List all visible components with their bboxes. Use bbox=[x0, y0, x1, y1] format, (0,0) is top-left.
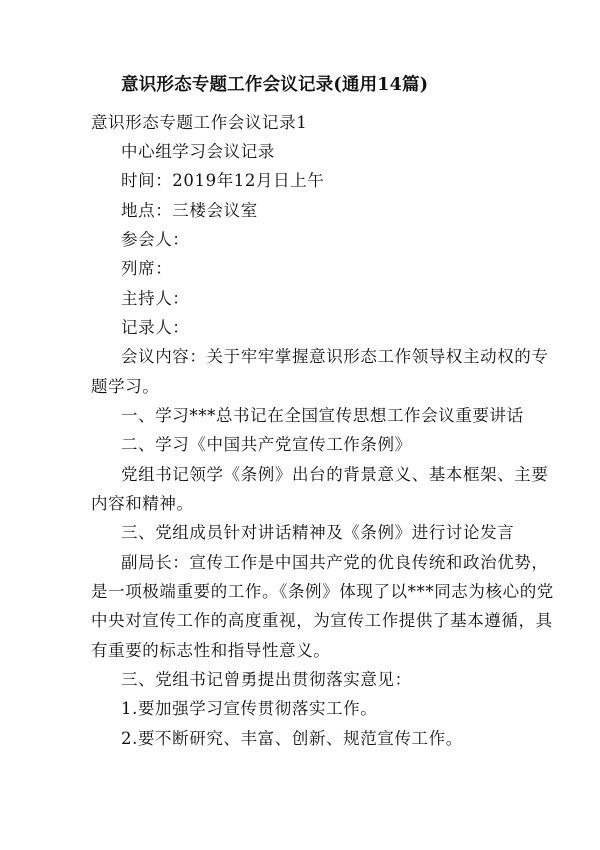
paragraph-line: 三、党组书记曾勇提出贯彻落实意见： bbox=[121, 670, 412, 689]
paragraph-line: 是一项极端重要的工作。《条例》体现了以***同志为核心的党 bbox=[91, 582, 554, 601]
paragraph-line: 2.要不断研究、丰富、创新、规范宣传工作。 bbox=[121, 729, 463, 748]
paragraph-line: 题学习。 bbox=[91, 377, 160, 396]
paragraph-line: 列席： bbox=[121, 259, 173, 278]
paragraph-line: 三、党组成员针对讲话精神及《条例》进行讨论发言 bbox=[121, 523, 515, 542]
paragraph-line: 地点：三楼会议室 bbox=[121, 201, 258, 220]
paragraph-line: 主持人： bbox=[121, 289, 190, 308]
paragraph-line: 中央对宣传工作的高度重视，为宣传工作提供了基本遵循，具 bbox=[91, 611, 553, 630]
paragraph-line: 时间：2019年12月日上午 bbox=[121, 171, 325, 190]
paragraph-line: 1.要加强学习宣传贯彻落实工作。 bbox=[121, 699, 378, 718]
paragraph-line: 副局长：宣传工作是中国共产党的优良传统和政治优势， bbox=[121, 553, 549, 572]
paragraph-line: 中心组学习会议记录 bbox=[121, 142, 275, 161]
paragraph-line: 二、学习《中国共产党宣传工作条例》 bbox=[121, 435, 412, 454]
paragraph-line: 一、学习***总书记在全国宣传思想工作会议重要讲话 bbox=[121, 406, 524, 425]
paragraph-line: 会议内容：关于牢牢掌握意识形态工作领导权主动权的专 bbox=[121, 347, 549, 366]
paragraph-line: 党组书记领学《条例》出台的背景意义、基本框架、主要 bbox=[121, 465, 549, 484]
paragraph-line: 参会人： bbox=[121, 230, 190, 249]
section-heading: 意识形态专题工作会议记录1 bbox=[91, 113, 308, 132]
document-title: 意识形态专题工作会议记录(通用14篇) bbox=[121, 75, 429, 95]
paragraph-line: 记录人： bbox=[121, 318, 190, 337]
paragraph-line: 有重要的标志性和指导性意义。 bbox=[91, 641, 331, 660]
paragraph-line: 内容和精神。 bbox=[91, 494, 194, 513]
